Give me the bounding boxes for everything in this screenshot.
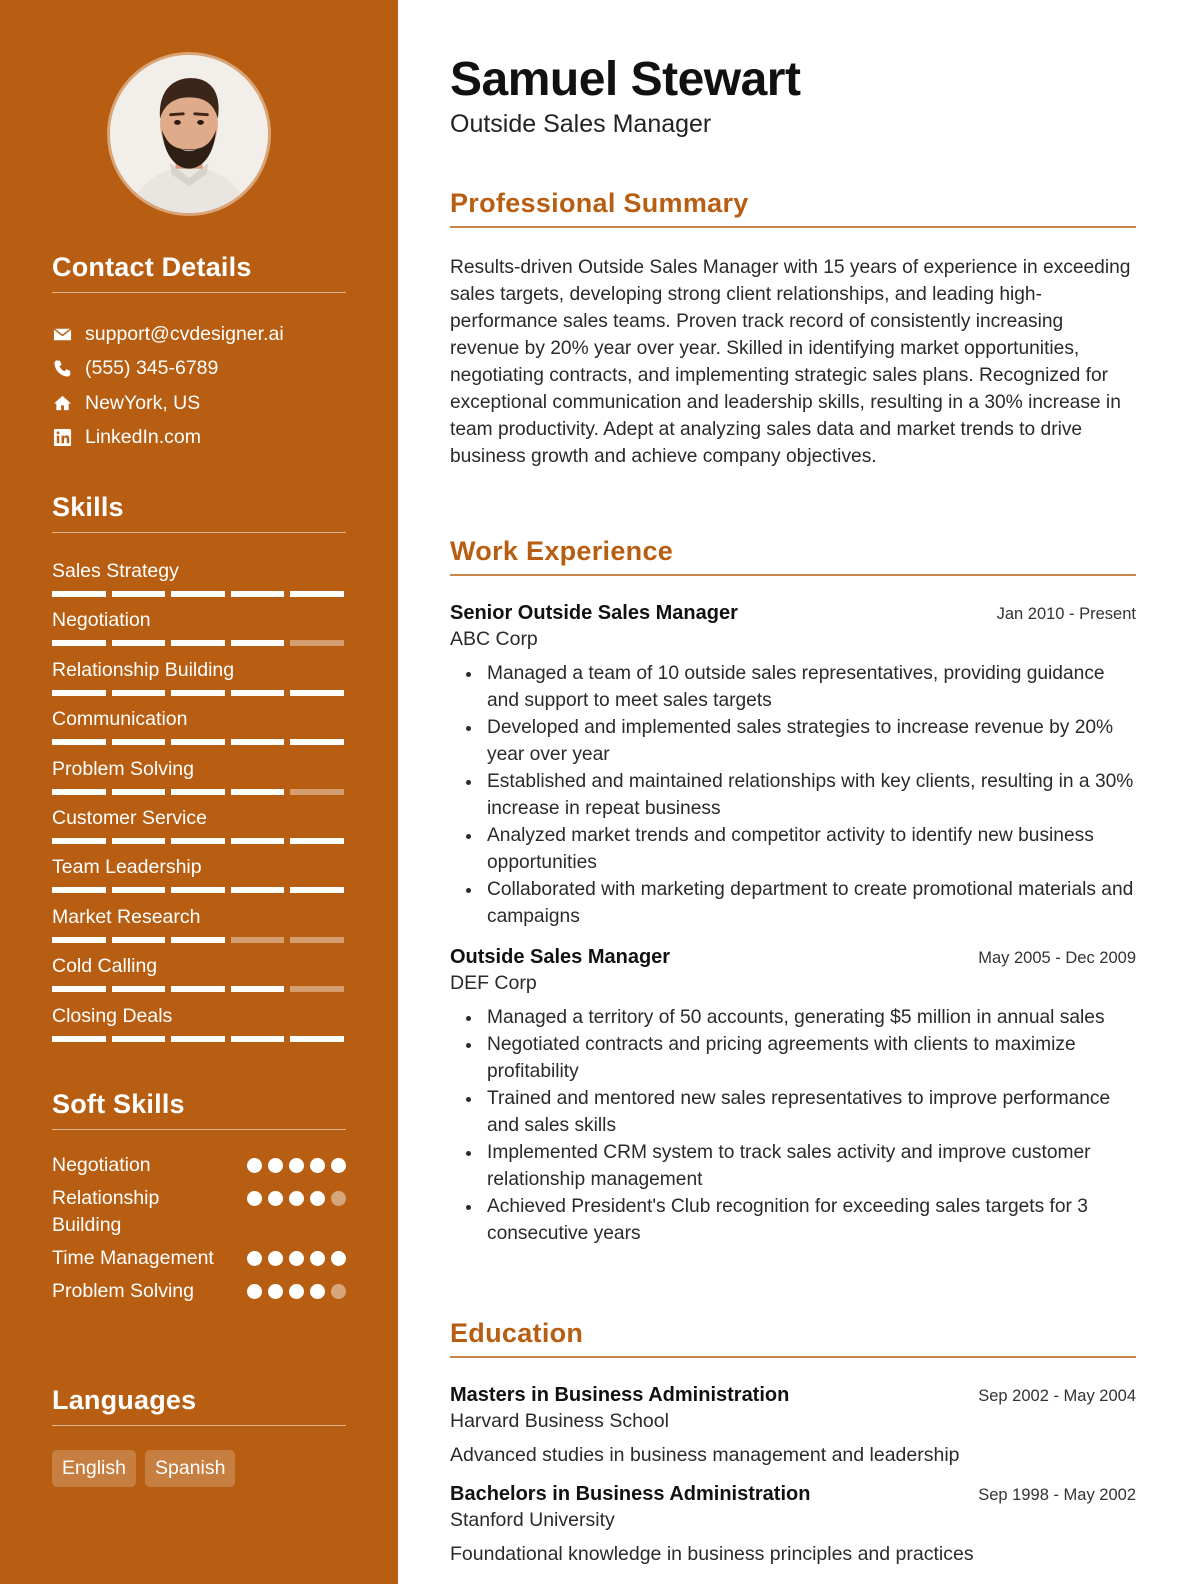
contact-email-text: support@cvdesigner.ai <box>85 322 284 345</box>
contact-phone-text: (555) 345-6789 <box>85 357 219 380</box>
contact-heading: Contact Details <box>52 252 346 293</box>
job-bullet: Implemented CRM system to track sales activity and improve customer relationship management <box>487 1139 1136 1193</box>
skill-level-segment <box>290 937 344 943</box>
skill-level-bar <box>52 838 346 844</box>
rating-dot <box>268 1158 283 1173</box>
skill-item <box>52 656 346 705</box>
rating-dot <box>331 1251 346 1266</box>
contact-linkedin-text: LinkedIn.com <box>85 426 201 449</box>
skill-level-segment <box>231 986 285 992</box>
soft-skill-name: Time Management <box>52 1247 214 1269</box>
skill-level-segment <box>171 838 225 844</box>
skill-level-segment <box>112 937 166 943</box>
rating-dot <box>247 1158 262 1173</box>
soft-skill-rating <box>247 1284 346 1299</box>
skill-name: Customer Service <box>52 806 207 829</box>
skill-level-segment <box>52 591 106 597</box>
job-bullet: Analyzed market trends and competitor activity to identify new business opportunities <box>487 822 1136 876</box>
skill-level-bar <box>52 887 346 893</box>
contact-section <box>52 252 346 455</box>
skill-level-segment <box>52 838 106 844</box>
soft-skill-rating <box>247 1251 346 1266</box>
skill-name: Sales Strategy <box>52 560 179 582</box>
skill-name: Team Leadership <box>52 856 202 879</box>
language-pill: English <box>52 1450 136 1487</box>
skill-name: Negotiation <box>52 609 151 632</box>
experience-heading: Work Experience <box>450 536 1136 576</box>
contact-location <box>52 386 346 421</box>
avatar <box>110 55 268 213</box>
rating-dot <box>289 1284 304 1299</box>
rating-dot <box>268 1284 283 1299</box>
job-bullet: Achieved President's Club recognition for exceeding sales targets for 3 consecutive years <box>487 1193 1136 1247</box>
contact-email[interactable] <box>52 317 346 352</box>
rating-dot <box>310 1284 325 1299</box>
job-bullet: Collaborated with marketing department to create promotional materials and campaigns <box>487 876 1136 930</box>
skill-level-segment <box>231 789 285 795</box>
skill-level-segment <box>52 690 106 696</box>
contact-list <box>52 317 346 455</box>
education-date: Sep 1998 - May 2002 <box>978 1486 1136 1504</box>
summary-text: Results-driven Outside Sales Manager with 15 years of experience in exceeding sales targets, developing strong client relationships, and leading high-performance sales teams. Proven track record of consistently increasing revenue by 20% year over year. Skilled in identifying market opportunities, negotiating contracts, and implementing strategic sales plans. Recognized for exceptional communication and leadership skills, resulting in a 30% increase in team productivity. Adept at analyzing sales data and market trends to drive business growth and achieve company objectives. <box>450 257 1131 467</box>
phone-icon <box>52 359 72 379</box>
skill-level-segment <box>171 1036 225 1042</box>
rating-dot <box>289 1191 304 1206</box>
skill-level-segment <box>52 789 106 795</box>
skill-level-segment <box>231 591 285 597</box>
skill-level-segment <box>290 986 344 992</box>
job-bullets <box>450 1004 1136 1247</box>
skill-level-segment <box>112 739 166 745</box>
skill-level-segment <box>171 690 225 696</box>
rating-dot <box>247 1284 262 1299</box>
skill-level-segment <box>52 1036 106 1042</box>
skills-list <box>52 557 346 1051</box>
skill-level-bar <box>52 986 346 992</box>
skill-level-segment <box>171 640 225 646</box>
skill-level-segment <box>52 640 106 646</box>
rating-dot <box>310 1251 325 1266</box>
rating-dot <box>268 1251 283 1266</box>
skill-level-segment <box>52 887 106 893</box>
soft-skill-rating <box>247 1191 346 1206</box>
soft-skill-item <box>52 1152 346 1179</box>
skill-item <box>52 705 346 754</box>
skill-level-bar <box>52 640 346 646</box>
candidate-name: Samuel Stewart <box>450 53 801 106</box>
skill-level-segment <box>290 838 344 844</box>
job-bullets <box>450 660 1136 930</box>
languages-list <box>52 1450 346 1487</box>
skill-level-segment <box>231 887 285 893</box>
rating-dot <box>331 1158 346 1173</box>
job-bullet: Managed a team of 10 outside sales representatives, providing guidance and support to meet sales targets <box>487 660 1136 714</box>
skill-level-bar <box>52 789 346 795</box>
skill-level-segment <box>290 739 344 745</box>
skill-name: Relationship Building <box>52 658 235 681</box>
skill-level-bar <box>52 690 346 696</box>
soft-skill-item <box>52 1185 346 1239</box>
job-date: Jan 2010 - Present <box>996 605 1136 623</box>
profile-photo <box>107 52 271 216</box>
envelope-icon <box>52 324 72 344</box>
job-role: Senior Outside Sales Manager <box>450 602 738 624</box>
education-entry <box>450 1483 1136 1566</box>
education-description: Foundational knowledge in business principles and practices <box>450 1543 974 1565</box>
skill-level-bar <box>52 739 346 745</box>
job-bullet: Trained and mentored new sales representatives to improve performance and sales skills <box>487 1085 1136 1139</box>
job-date: May 2005 - Dec 2009 <box>978 949 1136 967</box>
education-school: Stanford University <box>450 1509 615 1531</box>
skill-level-segment <box>290 1036 344 1042</box>
skill-level-segment <box>290 640 344 646</box>
skill-item <box>52 952 346 1001</box>
skill-name: Communication <box>52 708 188 731</box>
contact-phone[interactable] <box>52 352 346 387</box>
skill-level-segment <box>231 937 285 943</box>
skill-item <box>52 557 346 606</box>
skill-item <box>52 903 346 952</box>
contact-location-text: NewYork, US <box>85 391 201 414</box>
skill-level-segment <box>112 986 166 992</box>
skill-level-segment <box>112 838 166 844</box>
rating-dot <box>331 1284 346 1299</box>
soft-skill-rating <box>247 1158 346 1173</box>
education-section <box>450 1318 1136 1566</box>
education-description: Advanced studies in business management and leadership <box>450 1444 960 1466</box>
soft-skills-heading: Soft Skills <box>52 1089 346 1130</box>
rating-dot <box>310 1158 325 1173</box>
job-entry <box>450 946 1136 1247</box>
languages-section <box>52 1385 346 1487</box>
skill-level-segment <box>231 640 285 646</box>
summary-section <box>450 188 1136 470</box>
home-icon <box>52 393 72 413</box>
skill-level-segment <box>112 789 166 795</box>
rating-dot <box>331 1191 346 1206</box>
languages-heading: Languages <box>52 1385 346 1426</box>
skill-level-segment <box>52 937 106 943</box>
skill-level-segment <box>112 640 166 646</box>
rating-dot <box>289 1251 304 1266</box>
education-degree: Bachelors in Business Administration <box>450 1483 811 1505</box>
job-bullet: Negotiated contracts and pricing agreements with clients to maximize profitability <box>487 1031 1136 1085</box>
rating-dot <box>247 1191 262 1206</box>
language-pill: Spanish <box>145 1450 235 1487</box>
contact-linkedin[interactable] <box>52 421 346 456</box>
rating-dot <box>310 1191 325 1206</box>
skills-heading: Skills <box>52 492 346 533</box>
skill-level-bar <box>52 591 346 597</box>
sidebar <box>0 0 398 1584</box>
skill-item <box>52 1002 346 1051</box>
skill-level-segment <box>290 591 344 597</box>
skill-level-segment <box>171 591 225 597</box>
linkedin-icon <box>52 428 72 448</box>
job-bullet: Managed a territory of 50 accounts, generating $5 million in annual sales <box>487 1004 1136 1031</box>
rating-dot <box>268 1191 283 1206</box>
skill-level-segment <box>112 887 166 893</box>
skill-item <box>52 804 346 853</box>
skill-level-segment <box>171 789 225 795</box>
skill-level-segment <box>112 690 166 696</box>
skill-level-segment <box>171 887 225 893</box>
job-entry <box>450 602 1136 930</box>
skill-level-segment <box>231 739 285 745</box>
skill-item <box>52 755 346 804</box>
soft-skill-name: Problem Solving <box>52 1280 194 1302</box>
education-date: Sep 2002 - May 2004 <box>978 1387 1136 1405</box>
skill-level-segment <box>231 690 285 696</box>
skill-level-bar <box>52 937 346 943</box>
skill-level-segment <box>290 789 344 795</box>
soft-skill-name: Negotiation <box>52 1154 151 1176</box>
education-entry <box>450 1384 1136 1467</box>
skill-level-segment <box>290 887 344 893</box>
summary-heading: Professional Summary <box>450 188 1136 228</box>
skills-section <box>52 492 346 1051</box>
soft-skill-name: Relationship Building <box>52 1187 160 1236</box>
skill-level-segment <box>112 591 166 597</box>
skill-item <box>52 606 346 655</box>
skill-level-segment <box>171 937 225 943</box>
skill-level-bar <box>52 1036 346 1042</box>
soft-skills-section <box>52 1089 346 1311</box>
education-heading: Education <box>450 1318 1136 1358</box>
education-degree: Masters in Business Administration <box>450 1384 790 1406</box>
soft-skill-item <box>52 1245 346 1272</box>
skill-level-segment <box>290 690 344 696</box>
skill-name: Market Research <box>52 905 201 928</box>
skill-level-segment <box>171 739 225 745</box>
job-company: DEF Corp <box>450 972 537 994</box>
skill-name: Closing Deals <box>52 1004 173 1027</box>
skill-item <box>52 853 346 902</box>
job-role: Outside Sales Manager <box>450 946 671 968</box>
skill-level-segment <box>52 986 106 992</box>
skill-name: Problem Solving <box>52 757 194 780</box>
candidate-title: Outside Sales Manager <box>450 110 712 138</box>
experience-section <box>450 536 1136 1247</box>
skill-level-segment <box>231 838 285 844</box>
skill-level-segment <box>171 986 225 992</box>
rating-dot <box>289 1158 304 1173</box>
skill-level-segment <box>231 1036 285 1042</box>
job-bullet: Established and maintained relationships with key clients, resulting in a 30% increase in repeat business <box>487 768 1136 822</box>
job-company: ABC Corp <box>450 628 538 650</box>
skill-level-segment <box>112 1036 166 1042</box>
soft-skill-item <box>52 1278 346 1305</box>
education-school: Harvard Business School <box>450 1410 669 1432</box>
skill-level-segment <box>52 739 106 745</box>
skill-name: Cold Calling <box>52 955 158 978</box>
rating-dot <box>247 1251 262 1266</box>
soft-skills-list <box>52 1152 346 1305</box>
job-bullet: Developed and implemented sales strategies to increase revenue by 20% year over year <box>487 714 1136 768</box>
